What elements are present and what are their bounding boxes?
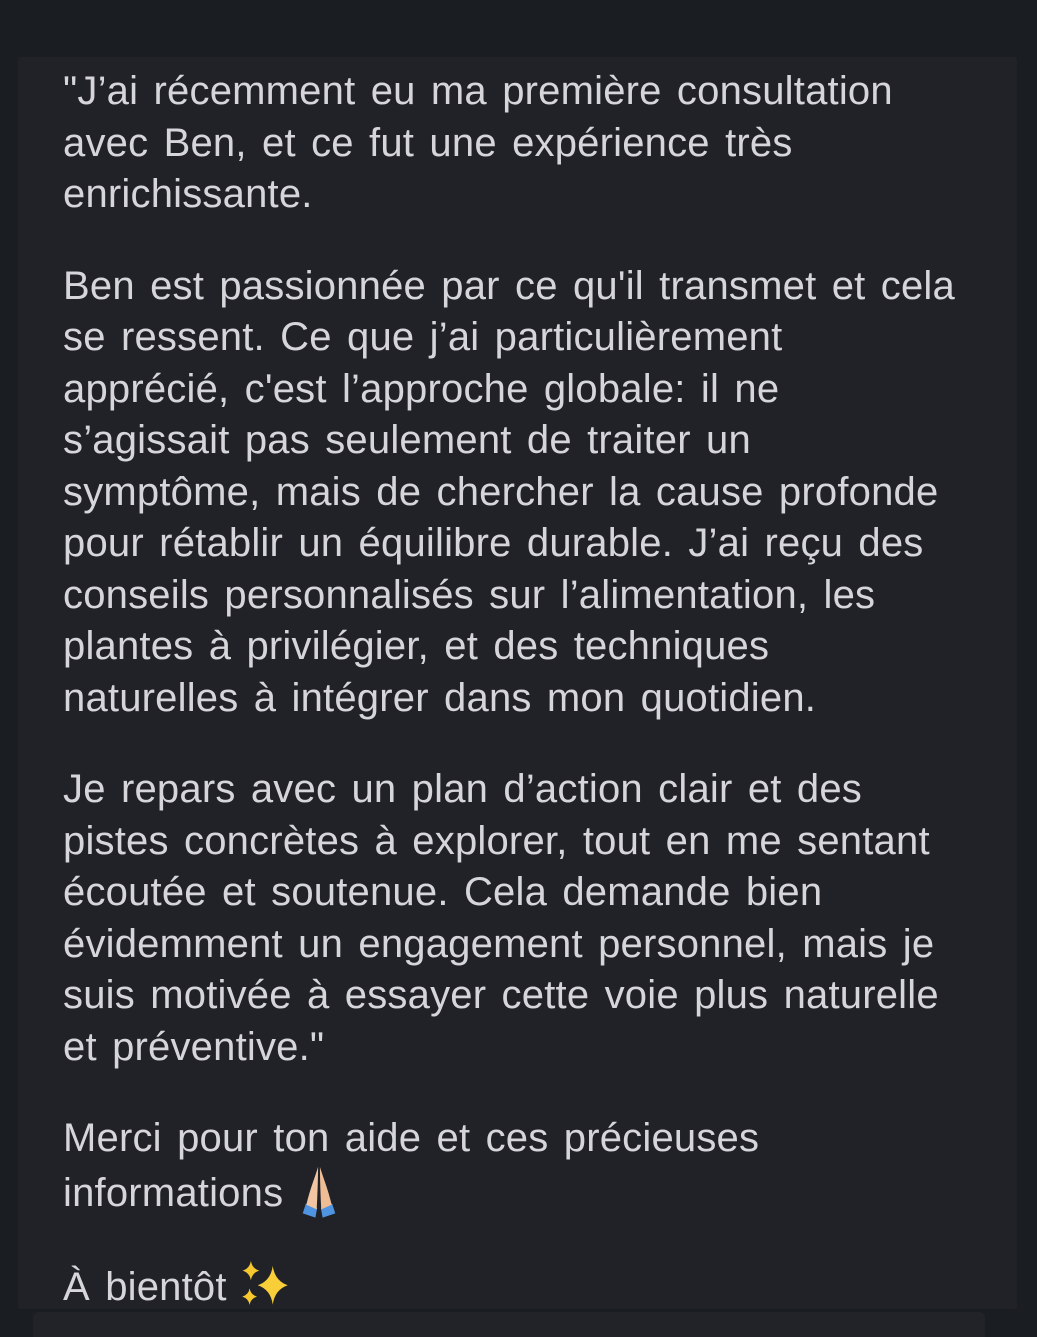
text-line-fragment: informations (63, 1170, 284, 1215)
text-line: enrichissante. (63, 172, 313, 216)
text-line: Ben est passionnée par ce qu'il transmet et cela (63, 263, 955, 308)
text-line: avec Ben, et ce fut une expérience très (63, 120, 793, 165)
testimonial-message-bubble[interactable] (18, 57, 1017, 1309)
paragraph-intro (63, 66, 977, 221)
paragraph-plan (63, 764, 977, 1073)
text-line: Je repars avec un plan d’action clair et des (63, 767, 863, 811)
paragraph-thanks (63, 1113, 977, 1219)
text-line: symptôme, mais de chercher la cause profonde (63, 469, 939, 514)
text-line: suis motivée à essayer cette voie plus naturelle (63, 973, 939, 1017)
paragraph-approach (63, 261, 977, 725)
sparkles-emoji (239, 1259, 289, 1309)
paragraph-signoff (63, 1259, 977, 1314)
text-line: se ressent. Ce que j’ai particulièrement (63, 315, 783, 359)
text-line: conseils personnalisés sur l’alimentation, les (63, 572, 876, 617)
text-line: écoutée et soutenue. Cela demande bien (63, 870, 823, 914)
text-line: "J’ai récemment eu ma première consultation (63, 69, 893, 113)
text-line: pour rétablir un équilibre durable. J’ai reçu des (63, 521, 924, 565)
text-line: pistes concrètes à explorer, tout en me sentant (63, 818, 930, 863)
next-message-sliver (33, 1312, 985, 1337)
text-line: Merci pour ton aide et ces précieuses (63, 1116, 760, 1160)
text-line: plantes à privilégier, et des techniques (63, 624, 770, 668)
text-line-fragment: À bientôt (63, 1265, 227, 1309)
text-line: naturelles à intégrer dans mon quotidien. (63, 675, 817, 720)
text-line: apprécié, c'est l’approche globale: il ne (63, 366, 780, 411)
text-line: et préventive." (63, 1024, 325, 1069)
text-line: s’agissait pas seulement de traiter un (63, 418, 751, 462)
text-line: évidemment un engagement personnel, mais je (63, 921, 935, 966)
folded-hands-emoji (295, 1165, 343, 1219)
text-line (63, 1165, 977, 1220)
text-line (63, 1259, 977, 1314)
